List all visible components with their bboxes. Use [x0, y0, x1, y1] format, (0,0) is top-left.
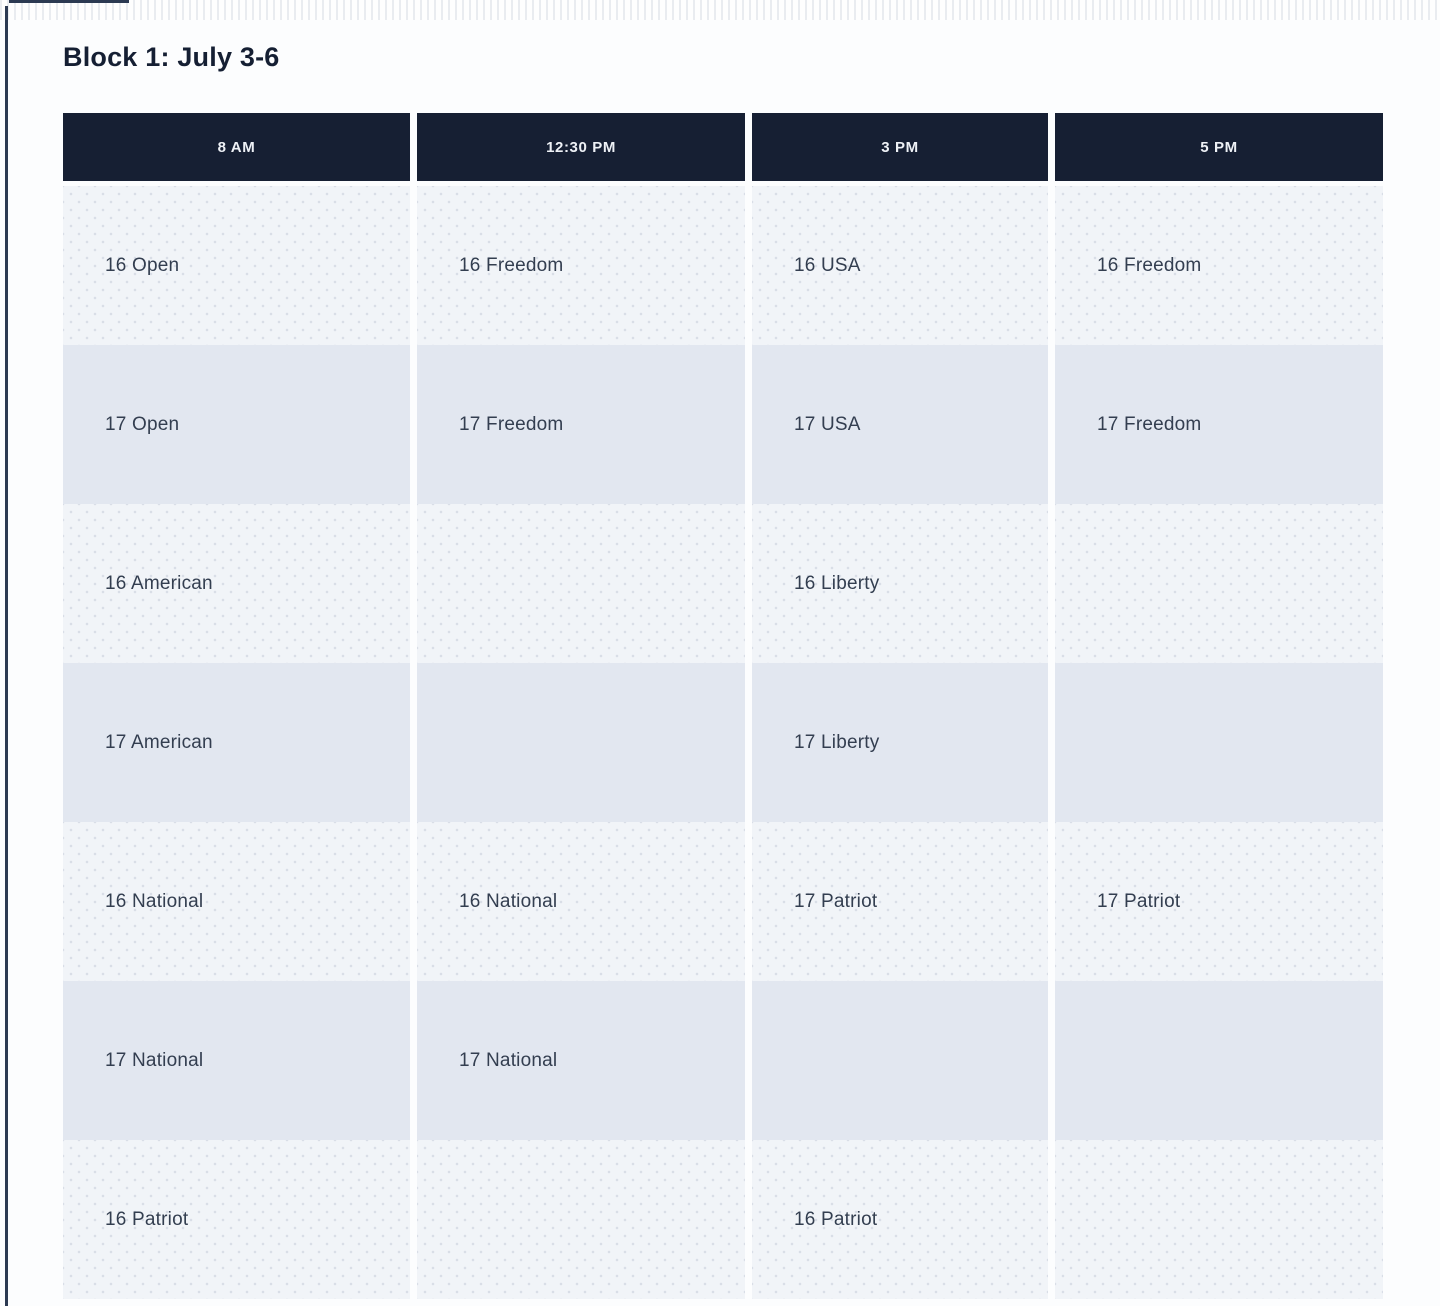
column-header-3pm: 3 PM [752, 113, 1048, 181]
schedule-cell: 16 National [417, 822, 745, 981]
schedule-cell [752, 981, 1048, 1140]
schedule-row [63, 345, 1383, 504]
schedule-row [63, 822, 1383, 981]
schedule-cell: 17 National [417, 981, 745, 1140]
schedule-header-row [63, 113, 1383, 181]
schedule-cell: 16 National [63, 822, 410, 981]
schedule-cell: 17 Patriot [1055, 822, 1383, 981]
schedule-cell: 17 Patriot [752, 822, 1048, 981]
schedule-cell: 17 American [63, 663, 410, 822]
schedule-table [63, 113, 1383, 1299]
schedule-row [63, 504, 1383, 663]
schedule-cell: 17 Open [63, 345, 410, 504]
block-title: Block 1: July 3-6 [63, 42, 280, 72]
schedule-row [63, 981, 1383, 1140]
column-header-1230pm: 12:30 PM [417, 113, 745, 181]
schedule-cell: 17 National [63, 981, 410, 1140]
schedule-cell: 16 Patriot [752, 1140, 1048, 1299]
schedule-row [63, 1140, 1383, 1299]
schedule-cell [417, 663, 745, 822]
schedule-cell [1055, 663, 1383, 822]
schedule-body [63, 186, 1383, 1299]
column-header-8am: 8 AM [63, 113, 410, 181]
schedule-cell: 16 Patriot [63, 1140, 410, 1299]
schedule-row [63, 663, 1383, 822]
schedule-cell: 17 Freedom [417, 345, 745, 504]
schedule-cell [1055, 1140, 1383, 1299]
schedule-cell: 16 Freedom [1055, 186, 1383, 345]
schedule-cell [1055, 504, 1383, 663]
schedule-cell: 17 Liberty [752, 663, 1048, 822]
schedule-cell: 16 American [63, 504, 410, 663]
schedule-cell: 16 USA [752, 186, 1048, 345]
column-header-5pm: 5 PM [1055, 113, 1383, 181]
schedule-cell [1055, 981, 1383, 1140]
schedule-cell [417, 1140, 745, 1299]
schedule-cell [417, 504, 745, 663]
schedule-cell: 16 Liberty [752, 504, 1048, 663]
schedule-cell: 16 Freedom [417, 186, 745, 345]
schedule-cell: 17 Freedom [1055, 345, 1383, 504]
schedule-cell: 16 Open [63, 186, 410, 345]
schedule-row [63, 186, 1383, 345]
schedule-cell: 17 USA [752, 345, 1048, 504]
